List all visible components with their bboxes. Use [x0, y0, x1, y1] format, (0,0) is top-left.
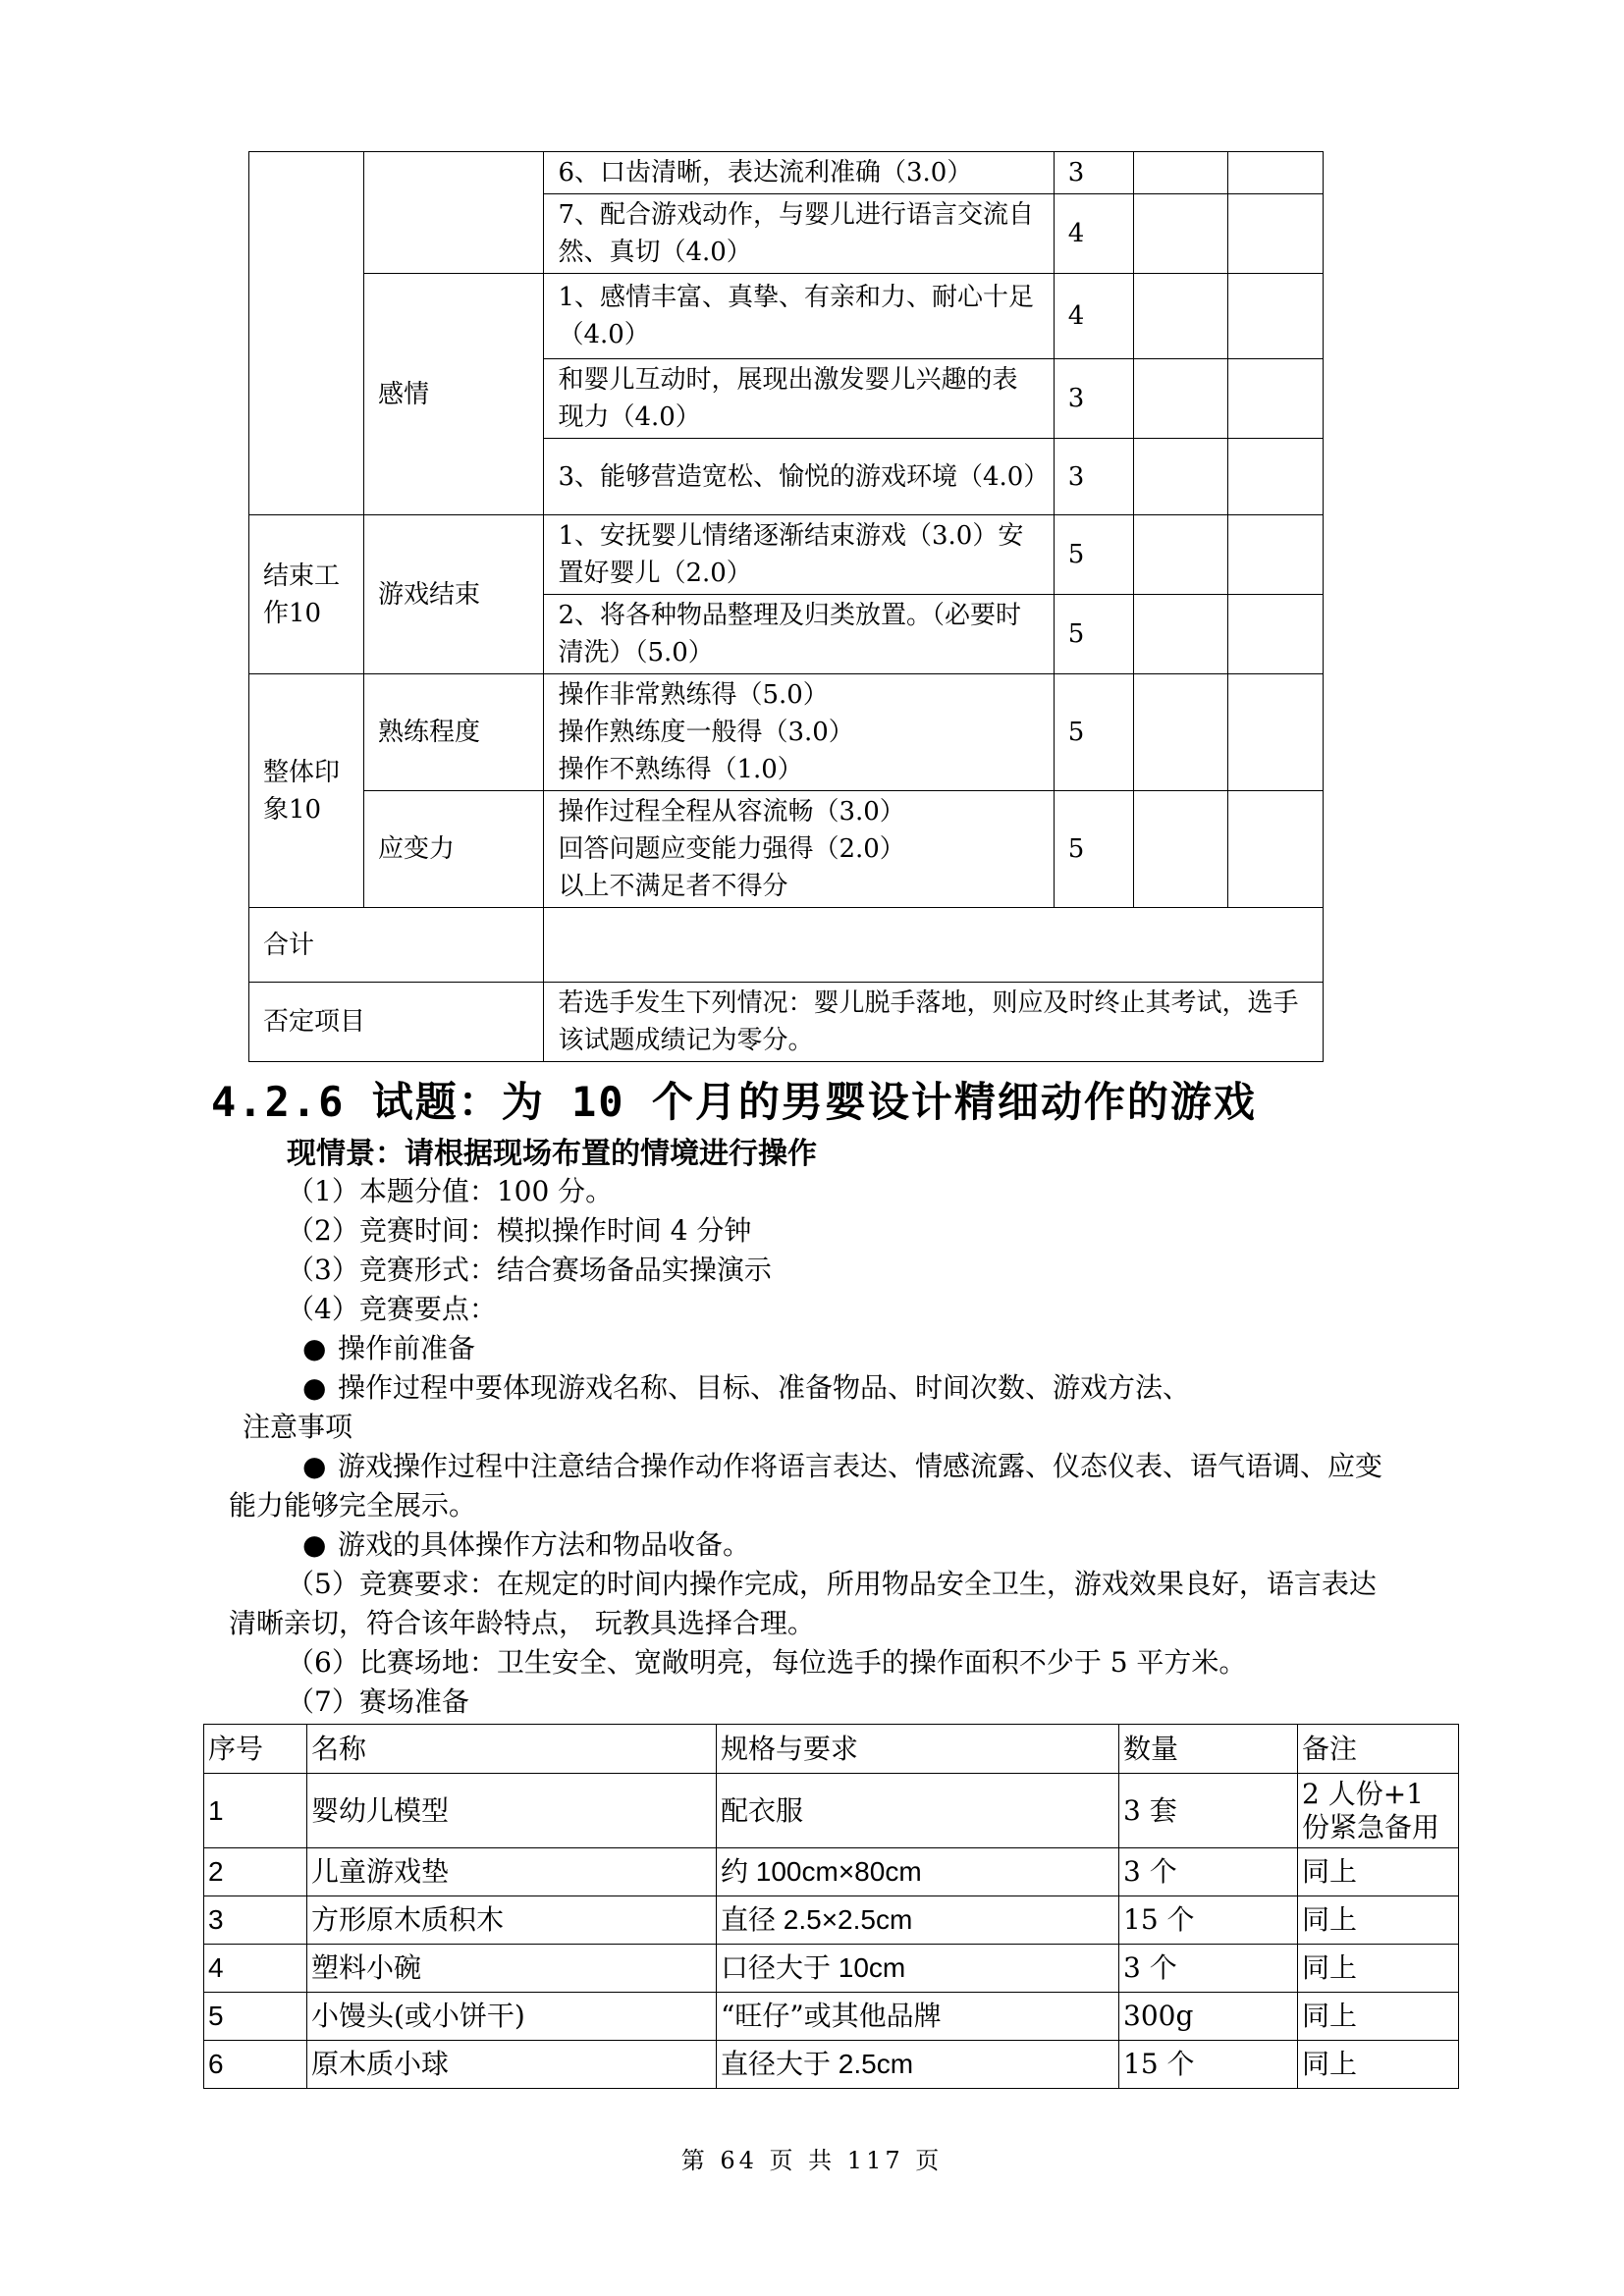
table-row — [249, 515, 1324, 595]
page-footer: 第 64 页 共 117 页 — [680, 2147, 944, 2174]
item-venue-prep: （7）赛场准备 — [287, 1685, 469, 1718]
subcategory-cell: 熟练程度 — [363, 674, 544, 791]
blank-cell — [1228, 274, 1324, 359]
item-name: 婴幼儿模型 — [307, 1774, 717, 1848]
section-heading: 4.2.6 试题：为 10 个月的男婴设计精细动作的游戏 — [211, 1078, 1257, 1126]
item-format: （3）竞赛形式：结合赛场备品实操演示 — [287, 1254, 772, 1286]
criterion-line: 操作非常熟练得（5.0） — [558, 680, 829, 710]
blank-cell — [1134, 791, 1228, 908]
criterion-cell: 3、能够营造宽松、愉悦的游戏环境（4.0） — [544, 439, 1054, 515]
row-number: 2 — [204, 1848, 307, 1896]
blank-cell — [1228, 674, 1324, 791]
table-row — [204, 1774, 1459, 1848]
item-venue: （6）比赛场地：卫生安全、宽敞明亮，每位选手的操作面积不少于 5 平方米。 — [287, 1646, 1247, 1679]
item-qty: 3 套 — [1119, 1774, 1298, 1848]
item-spec: 约 100cm×80cm — [717, 1848, 1119, 1896]
criterion-cell: 和婴儿互动时，展现出激发婴儿兴趣的表现力（4.0） — [544, 359, 1054, 439]
bullet-continuation: 能力能够完全展示。 — [229, 1489, 477, 1522]
criterion-line: 操作不熟练得（1.0） — [558, 755, 803, 784]
item-qty: 15 个 — [1119, 2041, 1298, 2089]
equipment-table — [203, 1724, 1459, 2089]
score-cell: 5 — [1054, 791, 1134, 908]
bullet-text: 操作前准备 — [338, 1332, 476, 1364]
table-row — [249, 674, 1324, 791]
blank-cell — [1134, 515, 1228, 595]
blank-cell — [1134, 595, 1228, 674]
bullet-icon: ● — [302, 1371, 327, 1404]
veto-label: 否定项目 — [249, 983, 544, 1062]
score-cell: 3 — [1054, 152, 1134, 194]
item-requirements-cont: 清晰亲切，符合该年龄特点， 玩教具选择合理。 — [229, 1607, 815, 1639]
blank-cell — [1228, 791, 1324, 908]
bullet-item — [302, 1525, 750, 1565]
item-note: 同上 — [1298, 1993, 1459, 2041]
table-row — [249, 791, 1324, 908]
item-note: 同上 — [1298, 1896, 1459, 1945]
criterion-cell: 7、配合游戏动作，与婴儿进行语言交流自然、真切（4.0） — [544, 194, 1054, 274]
table-row — [204, 1848, 1459, 1896]
total-value — [544, 908, 1324, 983]
criterion-cell — [544, 791, 1054, 908]
item-name: 塑料小碗 — [307, 1945, 717, 1993]
bullet-icon: ● — [302, 1528, 327, 1561]
criterion-line: 操作过程全程从容流畅（3.0） — [558, 797, 905, 827]
bullet-icon: ● — [302, 1332, 327, 1364]
item-name: 儿童游戏垫 — [307, 1848, 717, 1896]
criterion-line: 操作熟练度一般得（3.0） — [558, 718, 854, 747]
subcategory-cell: 游戏结束 — [363, 515, 544, 674]
item-note: 同上 — [1298, 1945, 1459, 1993]
blank-cell — [1228, 194, 1324, 274]
scenario-subheading: 现情景：请根据现场布置的情境进行操作 — [287, 1137, 817, 1171]
item-qty: 3 个 — [1119, 1848, 1298, 1896]
veto-row — [249, 983, 1324, 1062]
item-qty: 15 个 — [1119, 1896, 1298, 1945]
criterion-cell: 1、安抚婴儿情绪逐渐结束游戏（3.0）安置好婴儿（2.0） — [544, 515, 1054, 595]
bullet-item — [302, 1447, 1382, 1486]
blank-cell — [1228, 359, 1324, 439]
item-spec: 配衣服 — [717, 1774, 1119, 1848]
score-cell: 3 — [1054, 359, 1134, 439]
blank-cell — [1134, 359, 1228, 439]
row-number: 1 — [204, 1774, 307, 1848]
item-requirements: （5）竞赛要求：在规定的时间内操作完成，所用物品安全卫生，游戏效果良好，语言表达 — [287, 1568, 1377, 1600]
table-row — [204, 1896, 1459, 1945]
item-name: 方形原木质积木 — [307, 1896, 717, 1945]
blank-cell — [1134, 194, 1228, 274]
header-cell: 序号 — [204, 1725, 307, 1774]
row-number: 5 — [204, 1993, 307, 2041]
item-name: 原木质小球 — [307, 2041, 717, 2089]
bullet-icon: ● — [302, 1450, 327, 1482]
item-note: 同上 — [1298, 2041, 1459, 2089]
blank-cell — [1228, 595, 1324, 674]
criterion-cell — [544, 674, 1054, 791]
bullet-text: 游戏操作过程中注意结合操作动作将语言表达、情感流露、仪态仪表、语气语调、应变 — [338, 1450, 1383, 1482]
row-number: 4 — [204, 1945, 307, 1993]
criterion-line: 以上不满足者不得分 — [558, 872, 788, 901]
criterion-cell: 1、感情丰富、真挚、有亲和力、耐心十足（4.0） — [544, 274, 1054, 359]
blank-cell — [1134, 152, 1228, 194]
score-cell: 4 — [1054, 194, 1134, 274]
bullet-item — [302, 1329, 475, 1368]
veto-text: 若选手发生下列情况：婴儿脱手落地，则应及时终止其考试，选手该试题成绩记为零分。 — [544, 983, 1324, 1062]
item-note: 2 人份+1 份紧急备用 — [1298, 1774, 1459, 1848]
blank-cell — [1134, 674, 1228, 791]
item-note: 同上 — [1298, 1848, 1459, 1896]
item-time: （2）竞赛时间：模拟操作时间 4 分钟 — [287, 1214, 752, 1247]
total-row — [249, 908, 1324, 983]
blank-cell — [1228, 515, 1324, 595]
scoring-table — [248, 151, 1324, 1062]
header-cell: 规格与要求 — [717, 1725, 1119, 1774]
item-key-points: （4）竞赛要点： — [287, 1293, 497, 1325]
criterion-cell: 2、将各种物品整理及归类放置。（必要时清洗）（5.0） — [544, 595, 1054, 674]
score-cell: 3 — [1054, 439, 1134, 515]
table-row — [204, 1993, 1459, 2041]
header-cell: 名称 — [307, 1725, 717, 1774]
subcategory-cell: 感情 — [363, 274, 544, 515]
blank-cell — [1134, 274, 1228, 359]
bullet-item — [302, 1368, 1190, 1408]
item-spec: 口径大于 10cm — [717, 1945, 1119, 1993]
row-number: 3 — [204, 1896, 307, 1945]
item-spec: 直径大于 2.5cm — [717, 2041, 1119, 2089]
category-cell — [249, 152, 364, 515]
item-spec: 直径 2.5×2.5cm — [717, 1896, 1119, 1945]
subcategory-cell — [363, 152, 544, 274]
score-cell: 5 — [1054, 595, 1134, 674]
table-header-row — [204, 1725, 1459, 1774]
item-score-value: （1）本题分值：100 分。 — [287, 1175, 614, 1207]
blank-cell — [1228, 152, 1324, 194]
item-qty: 3 个 — [1119, 1945, 1298, 1993]
criterion-cell: 6、口齿清晰，表达流利准确（3.0） — [544, 152, 1054, 194]
criterion-line: 回答问题应变能力强得（2.0） — [558, 834, 905, 864]
table-row — [249, 152, 1324, 194]
subcategory-cell: 应变力 — [363, 791, 544, 908]
score-cell: 5 — [1054, 515, 1134, 595]
header-cell: 数量 — [1119, 1725, 1298, 1774]
item-spec: “旺仔”或其他品牌 — [717, 1993, 1119, 2041]
row-number: 6 — [204, 2041, 307, 2089]
header-cell: 备注 — [1298, 1725, 1459, 1774]
category-cell: 整体印象10 — [249, 674, 364, 908]
table-row — [249, 274, 1324, 359]
item-name: 小馒头(或小饼干) — [307, 1993, 717, 2041]
category-cell: 结束工作10 — [249, 515, 364, 674]
table-row — [204, 1945, 1459, 1993]
score-cell: 5 — [1054, 674, 1134, 791]
bullet-continuation: 注意事项 — [243, 1411, 353, 1443]
item-qty: 300g — [1119, 1993, 1298, 2041]
blank-cell — [1134, 439, 1228, 515]
score-cell: 4 — [1054, 274, 1134, 359]
table-row — [204, 2041, 1459, 2089]
total-label: 合计 — [249, 908, 544, 983]
blank-cell — [1228, 439, 1324, 515]
bullet-text: 游戏的具体操作方法和物品收备。 — [338, 1528, 751, 1561]
bullet-text: 操作过程中要体现游戏名称、目标、准备物品、时间次数、游戏方法、 — [338, 1371, 1191, 1404]
